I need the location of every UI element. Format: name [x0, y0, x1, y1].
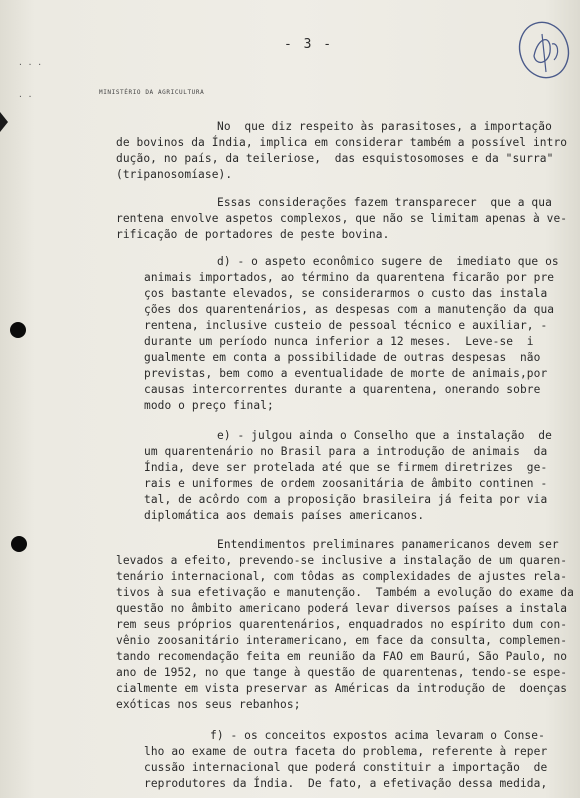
text-line: ços bastante elevados, se considerarmos o custo das instala: [144, 287, 548, 300]
page-number: - 3 -: [284, 37, 334, 52]
text-line: d) - o aspeto econômico sugere de imediato que os: [217, 255, 559, 268]
text-line: tivos à sua efetivação e manutenção. Também a evolução do exame da: [116, 586, 574, 599]
text-line: ções dos quarentenários, as despesas com a manutenção da qua: [144, 303, 555, 316]
text-line: lho ao exame de outra faceta do problema, referente à reper: [144, 745, 548, 758]
text-line: rentena, inclusive custeio de pessoal técnico e auxiliar, -: [144, 319, 548, 332]
handwritten-initials-mark: [512, 14, 574, 86]
text-line: rificação de portadores de peste bovina.: [116, 228, 390, 241]
text-line: exóticas nos seus rebanhos;: [116, 698, 301, 711]
text-line: Entendimentos preliminares panamericanos devem ser: [217, 538, 559, 551]
text-line: f) - os conceitos expostos acima levaram o Conse-: [210, 729, 545, 742]
text-line: Índia, deve ser protelada até que se firmem diretrizes ge-: [144, 461, 548, 474]
text-line: tando recomendação feita em reunião da FAO em Baurú, São Paulo, no: [116, 650, 568, 663]
punch-hole-top: [10, 322, 26, 338]
text-line: questão no âmbito americano poderá levar diversos países a instala: [116, 602, 568, 615]
margin-dots: . . .: [18, 58, 43, 67]
text-line: e) - julgou ainda o Conselho que a instalação de: [217, 429, 552, 442]
text-line: tal, de acôrdo com a proposição brasileira já feita por via: [144, 493, 548, 506]
text-line: levados a efeito, prevendo-se inclusive a instalação de um quaren-: [116, 554, 568, 567]
text-line: modo o preço final;: [144, 399, 274, 412]
text-line: Essas considerações fazem transparecer que a qua: [217, 196, 552, 209]
text-line: de bovinos da Índia, implica em considerar também a possível intro: [116, 136, 568, 149]
text-line: ano de 1952, no que tange à questão de quarentenas, tendo-se espe-: [116, 666, 568, 679]
text-line: rais e uniformes de ordem zoosanitária de âmbito continen -: [144, 477, 548, 490]
text-line: animais importados, ao término da quarentena ficarão por pre: [144, 271, 555, 284]
text-line: rentena envolve aspetos complexos, que não se limitam apenas à ve-: [116, 212, 568, 225]
letterhead-ministry: MINISTÉRIO DA AGRICULTURA: [99, 89, 205, 96]
text-line: rem seus próprios quarentenários, enquadrados no espírito dum con-: [116, 618, 568, 631]
text-line: No que diz respeito às parasitoses, a importação: [217, 120, 552, 133]
text-line: (tripanosomíase).: [116, 168, 233, 181]
text-line: cussão internacional que poderá constituir a importação de: [144, 761, 548, 774]
margin-dots: . .: [18, 90, 33, 99]
text-line: dução, no país, da teileriose, das esquistosomoses e da "surra": [116, 152, 554, 165]
text-line: previstas, bem como a eventualidade de morte de animais,por: [144, 367, 548, 380]
text-line: reprodutores da Índia. De fato, a efetivação dessa medida,: [144, 777, 548, 790]
text-line: vênio zoosanitário interamericano, em face da consulta, complemen-: [116, 634, 568, 647]
text-line: durante um período nunca inferior a 12 meses. Leve-se i: [144, 335, 534, 348]
text-line: um quarentenário no Brasil para a introdução de animais da: [144, 445, 548, 458]
text-line: cialmente em vista preservar as Américas da introdução de doenças: [116, 682, 568, 695]
text-line: diplomática aos demais países americanos.: [144, 509, 425, 522]
text-line: gualmente em conta a possibilidade de outras despesas não: [144, 351, 541, 364]
text-line: causas intercorrentes durante a quarentena, onerando sobre: [144, 383, 541, 396]
text-line: tenário internacional, com tôdas as complexidades de ajustes rela-: [116, 570, 568, 583]
edge-mark: [0, 112, 10, 134]
punch-hole-bottom: [11, 536, 27, 552]
